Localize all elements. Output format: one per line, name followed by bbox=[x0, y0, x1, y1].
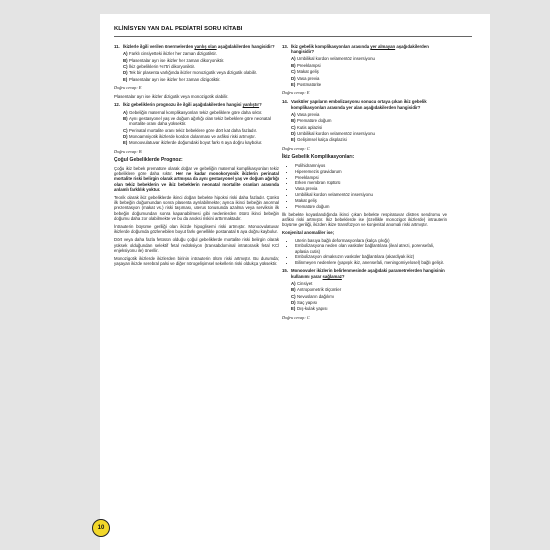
question-stem-end: aşağıdakilerden hangisidir? bbox=[216, 44, 275, 49]
paragraph: Dört veya daha fazla fetüsün olduğu çoğul gebeliklerde mortalite riski belirgin olarak yüksek olduğundan selektif fetal redüksiyon (transabdominal intratorasik fetal KCl enjeksiyonu ile) önerilir. bbox=[114, 237, 279, 253]
question-number: 15. bbox=[282, 268, 288, 274]
option-c: C) Perinatal mortalite oranı tekiz bebeklere göre dört kat daha fazladır. bbox=[123, 127, 258, 133]
paragraph: Çoğu ikiz bebek prematüre olarak doğar ve gebeliğin maternal komplikasyonları tekiz gebeliklere göre daha sıktır. Her ne kadar monokoryonik ikizlerin perinatal mortalite riski belirgin olarak artmışsa da aynı gestasyonel yaş ve doğum ağırlığı olan tekiz bebeklerin ve ikiz bebeklerin neonatal mortalite oranları arasında anlamlı farklılık yoktur. bbox=[114, 165, 279, 192]
list-item: • Erken membran rüptürü bbox=[295, 180, 447, 185]
right-column bbox=[282, 44, 447, 324]
question-number: 13. bbox=[282, 44, 288, 49]
question-emphasis: sağlamaz bbox=[322, 273, 342, 279]
question-14 bbox=[282, 99, 447, 109]
list-item: • Umbilikal kordon velamentöz insersiyonu bbox=[295, 192, 447, 197]
question-stem: İkizlerle ilgili verilen önermelerden bbox=[123, 44, 195, 49]
paragraph: İntrauterin büyüme geriliği olan ikizde hipoglisemi riski artmıştır. Monoovulatuvar ikizlerde doğumda gözlenebilen boyut farkı genellikle postanatal 6 aya doğru kaybolur. bbox=[114, 223, 279, 235]
option-d: D) Saç yapısı bbox=[291, 299, 318, 305]
option-b: B) Aynı gestasyonel yaş ve doğum ağırlığı olan tekiz bebeklere göre neonatal mortalite oranı daha yüksektir. bbox=[123, 115, 271, 127]
option-a: A) Farklı cinsiyetteki ikizler her zaman dizigotiktir. bbox=[123, 51, 217, 57]
list-item: • Vasa previa bbox=[295, 186, 447, 191]
question-13 bbox=[282, 44, 447, 54]
list-item: • Prematüre doğum bbox=[295, 204, 447, 209]
question-stem: Monoovuler ikizlerin belirlenmesinde aşağıdaki parametrelerden hangisinin kullanımı yarar bbox=[291, 268, 445, 279]
list-item: • Embolizasyon olmaksızın vasküler bağlantılara (akardiyak ikiz) bbox=[295, 254, 447, 259]
paragraph: Monozigotik ikizlerde ikizlerden birinin intrauterin ölüm riski artmıştır. Bu durumda; yaşayan ikizde serebral palsi ve diğer nörogelişimsel sekellerin riski oldukça yüksektir. bbox=[114, 256, 279, 267]
question-stem-end: aşağıdakilerden hangisidir? bbox=[291, 44, 429, 55]
subheading: Konjenital anomaliler ise; bbox=[282, 230, 335, 236]
list-item: • Hiperemezis gravidarum bbox=[295, 169, 447, 174]
question-stem: İkiz gebelik komplikasyonları arasında bbox=[291, 44, 371, 49]
option-b: B) Antropometrik ölçümler bbox=[291, 287, 342, 293]
section-heading: İkiz Gebelik Komplikasyonları: bbox=[282, 153, 355, 160]
answer-key: Doğru cevap: E bbox=[282, 90, 310, 96]
option-e: E) Dış-kulak yapısı bbox=[291, 306, 328, 312]
option-a: A) Cinsiyet bbox=[291, 280, 313, 286]
section-heading: Çoğul Gebeliklerde Prognoz: bbox=[114, 156, 183, 163]
question-emphasis: yanlıştır bbox=[242, 102, 260, 108]
answer-key: Doğru cevap: C bbox=[282, 314, 310, 320]
option-b: B) Plasentalar ayrı ise ikizler her zaman dikoryoniktir. bbox=[123, 57, 225, 63]
page-number-badge: 10 bbox=[92, 519, 110, 537]
option-e: E) Postmatürite bbox=[291, 81, 322, 87]
list-item: • Embolizasyona neden olan vasküler bağlantılara (ileal atrezi, porensefali, aplasia cutis) bbox=[295, 243, 447, 253]
option-d: D) Umbilikal kordon velamentöz insersiyonu bbox=[291, 130, 375, 136]
list-item: • Uterin basıya bağlı deformasyonlara (kalça çıkığı) bbox=[295, 238, 447, 243]
list-item: • Bilinmeyen nedenlere (yapışık ikiz, anensefali, meningomiyelosel) bağlı gelişir. bbox=[295, 260, 447, 265]
option-d: D) Vasa previa bbox=[291, 75, 320, 81]
question-stem-end: ? bbox=[341, 273, 345, 279]
option-b: B) Prematüre doğum bbox=[291, 118, 332, 124]
option-d: D) Monoamniyotik ikizlerde kordon dolanması ve asfiksi riski artmıştır. bbox=[123, 133, 256, 139]
option-c: C) Nevusların dağılımı bbox=[291, 293, 335, 299]
anomalies-list bbox=[290, 238, 447, 266]
option-e: E) Gelişimsel kalça displazisi bbox=[291, 137, 347, 143]
question-15 bbox=[282, 268, 447, 278]
question-number: 11. bbox=[114, 44, 120, 49]
question-stem: İkiz gebeliklerin prognozu ile ilgili aşağıdakilerden hangisi bbox=[123, 102, 243, 108]
complications-list bbox=[290, 163, 447, 209]
question-emphasis: yer almayan bbox=[370, 44, 396, 49]
question-11 bbox=[114, 44, 279, 49]
option-a: A) Umbilikal kordon velamentöz insersiyonu bbox=[291, 56, 375, 62]
option-c: C) İkiz gebeliklerin %75'i dikoryoniktir. bbox=[123, 63, 196, 69]
bold-statement: Her ne kadar monokoryonik ikizlerin perinatal mortalite riski belirgin olarak artmışsa da aynı gestasyonel yaş ve doğum ağırlığı olan tekiz bebeklerin ve ikiz bebeklerin neonatal mortalite oranları arasında anlamlı farklılık yoktur. bbox=[114, 171, 279, 192]
answer-key: Doğru cevap: C bbox=[282, 145, 310, 151]
paragraph: İlk bebekte koyaslandığında ikinci çıkan bebekte respiratuvar distres sendromu ve asfiksi riski artmıştır. İkiz bebeklerde ise (özellikle monozigot ikizlerde) intrauterin büyüme geriliği, ikizden ikize transfüzyon ve konjenital anomali riski artmıştır. bbox=[282, 211, 447, 228]
answer-key: Doğru cevap: E bbox=[114, 84, 142, 90]
explanation: Plasentalar ayrı ise ikizler dizigotik veya monozigotik olabilir. bbox=[114, 94, 229, 100]
header-rule bbox=[114, 36, 472, 37]
option-a: A) Vasa previa bbox=[291, 111, 320, 117]
option-a: A) Gebeliğin maternal komplikasyonları tekiz gebeliklere göre daha sıktır. bbox=[123, 109, 263, 115]
question-number: 14. bbox=[282, 99, 288, 105]
book-page bbox=[100, 14, 490, 550]
list-item: • Makat geliş bbox=[295, 198, 447, 203]
option-d: D) Tek bir plasenta varlığında ikizler monozigotik veya dizigotik olabilir. bbox=[123, 70, 258, 76]
answer-key: Doğru cevap: B bbox=[114, 148, 142, 154]
paragraph: Teorik olarak ikiz gebeliklerde ikinci doğan bebekte hipoksi riski daha fazladır. Çünkü ilk bebeğin doğumundan sonra plasenta ayrılabilmekte; ayrıca ikinci bebeğin anormal prezentasyon (makat vs.) riski taşıması, uterus tonusunda azalma veya serviksin ilk bebeğin doğumundan sonra kapanabilmesi gibi nedenlerden ötürü ikinci bebeğin doğumu daha zor olabilmekte ve bu da anoksi riskini arttırmaktadır. bbox=[114, 194, 279, 221]
question-12 bbox=[114, 102, 279, 107]
list-item: • Preeklampsi bbox=[295, 175, 447, 180]
option-b: B) Preeklampsi bbox=[291, 62, 321, 68]
running-header: KLİNİSYEN YAN DAL PEDİATRİ SORU KİTABI bbox=[114, 26, 243, 32]
question-number: 12. bbox=[114, 102, 120, 108]
question-emphasis: yanlış olan bbox=[194, 44, 217, 49]
left-column bbox=[114, 44, 279, 269]
option-e: E) Monoovulatuvar ikizlerde doğumdaki boyut farkı 6 aya doğru kaybolur. bbox=[123, 140, 263, 146]
option-c: C) Kutis aplazisi bbox=[291, 124, 323, 130]
list-item: • Polihidramniyos bbox=[295, 163, 447, 168]
question-stem-end: ? bbox=[259, 102, 262, 108]
option-e: E) Plasentalar ayrı ise ikizler her zaman dizigotiktir. bbox=[123, 76, 221, 82]
option-c: C) Makat geliş bbox=[291, 69, 319, 75]
question-stem: Vasküler yapıların embolizasyonu sonucu ortaya çıkan ikiz gebelik komplikasyonları arasında yer alan aşağıdakilerden hangisidir? bbox=[291, 99, 427, 110]
